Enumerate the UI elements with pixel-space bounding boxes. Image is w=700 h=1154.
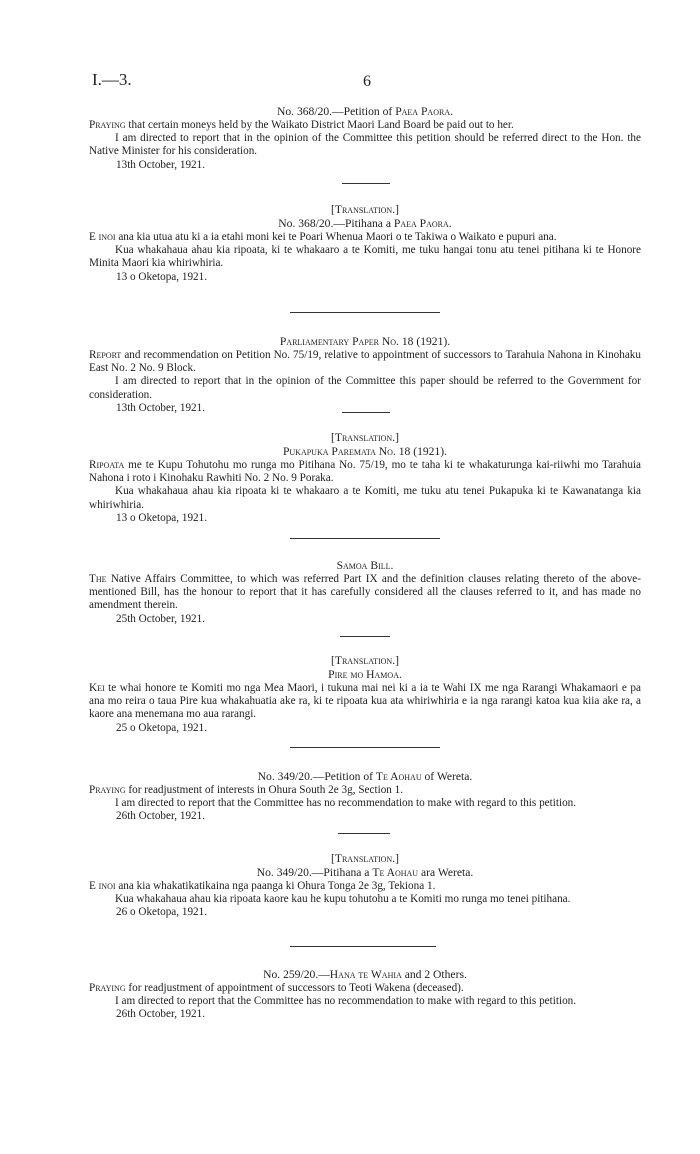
section-heading: No. 368/20.—Pitihana a Paea Paora. bbox=[278, 217, 452, 230]
date-line: 26th October, 1921. bbox=[116, 1008, 206, 1021]
report-paragraph: I am directed to report that the Committee has no recommendation to make with regard to this petition. bbox=[115, 797, 577, 810]
date-line: 25th October, 1921. bbox=[116, 612, 206, 625]
prayer-paragraph: Praying for readjustment of interests in Ohura South 2e 3g, Section 1. bbox=[89, 784, 404, 796]
report-paragraph: Kua whakahaua ahau kia ripoata ki te whakaaro a te Komiti, me tuku atu tenei Pukapuka ki te Kawanatanga kia whiriwhiria. bbox=[89, 485, 641, 511]
separator-rule bbox=[290, 747, 440, 748]
prayer-paragraph: Report and recommendation on Petition No. 75/19, relative to appointment of successors to Tarahuia Nahona in Kinohaku East No. 2 No. 9 Block. bbox=[89, 349, 641, 375]
prayer-paragraph: Ripoata me te Kupu Tohutohu mo runga mo Pitihana No. 75/19, mo te taha ki te whakaturunga kai-riiwhi mo Tarahuia Nahona i roto i Kinohaku Rawhiti No. 2 No. 9 Poraka. bbox=[89, 459, 641, 485]
section-heading: No. 368/20.—Petition of Paea Paora. bbox=[276, 105, 453, 118]
date-line: 13 o Oketopa, 1921. bbox=[116, 270, 208, 283]
date-line: 13th October, 1921. bbox=[116, 158, 206, 171]
separator-rule bbox=[290, 312, 440, 313]
date-line: 26th October, 1921. bbox=[116, 810, 206, 823]
translation-tag: [Translation.] bbox=[331, 654, 399, 667]
petition-368-english bbox=[89, 105, 641, 172]
report-paragraph: I am directed to report that in the opinion of the Committee this paper should be referred to the Government for consideration. bbox=[89, 375, 641, 401]
report-paragraph: Kua whakahaua ahau kia ripoata, ki te whakaaro a te Komiti, me tuku hangai tonu atu tenei pitihana ki te Honore Minita Maori kia whiriwhiria. bbox=[89, 244, 641, 270]
separator-rule bbox=[290, 538, 440, 539]
section-heading: No. 349/20.—Petition of Te Aohau of Wereta. bbox=[257, 770, 473, 783]
separator-rule bbox=[290, 946, 436, 947]
report-paragraph: Kei te whai honore te Komiti mo nga Mea Maori, i tukuna mai nei ki a ia te Wahi IX me nga Rarangi Whakamaori e pa ana mo reira o taua Pire kua whakahuatia ake ra, ki te ripoata kua ata whiriwhiria e ia nga rarangi katoa kua kiia ake ra, a kaore ana menemana mo aua rarangi. bbox=[89, 682, 641, 721]
parliamentary-paper-18-english bbox=[89, 335, 641, 415]
prayer-paragraph: Praying for readjustment of appointment of successors to Teoti Wakena (deceased). bbox=[89, 982, 464, 994]
prayer-paragraph: E inoi ana kia utua atu ki a ia etahi moni kei te Poari Whenua Maori o te Takiwa o Waikato e pupuri ana. bbox=[89, 231, 557, 243]
section-heading: Pire mo Hamoa. bbox=[328, 668, 402, 681]
section-heading: Parliamentary Paper No. 18 (1921). bbox=[279, 335, 451, 348]
petition-368-maori bbox=[89, 203, 641, 284]
page-number: 6 bbox=[363, 73, 371, 90]
separator-rule bbox=[338, 833, 390, 834]
samoa-bill-maori bbox=[89, 654, 641, 735]
prayer-paragraph: E inoi ana kia whakatikatikaina nga paanga ki Ohura Tonga 2e 3g, Tekiona 1. bbox=[89, 880, 436, 892]
petition-349-english bbox=[89, 770, 641, 824]
report-paragraph: Kua whakahaua ahau kia ripoata kaore kau he kupu tohutohu a te Komiti mo runga mo tenei pitihana. bbox=[115, 893, 571, 906]
date-line: 13th October, 1921. bbox=[116, 401, 206, 414]
translation-tag: [Translation.] bbox=[331, 203, 399, 216]
separator-rule bbox=[342, 183, 390, 184]
section-heading: No. 349/20.—Pitihana a Te Aohau ara Wereta. bbox=[256, 866, 474, 879]
translation-tag: [Translation.] bbox=[331, 852, 399, 865]
translation-tag: [Translation.] bbox=[331, 431, 399, 444]
samoa-bill-english bbox=[89, 559, 641, 626]
date-line: 26 o Oketopa, 1921. bbox=[116, 906, 208, 919]
date-line: 13 o Oketopa, 1921. bbox=[116, 511, 208, 524]
report-paragraph: I am directed to report that the Committee has no recommendation to make with regard to this petition. bbox=[115, 995, 577, 1008]
section-heading: No. 259/20.—Hana te Wahia and 2 Others. bbox=[263, 968, 467, 981]
page-id: I.—3. bbox=[92, 70, 132, 89]
report-paragraph: I am directed to report that in the opinion of the Committee this petition should be referred direct to the Hon. the Native Minister for his consideration. bbox=[89, 132, 641, 158]
separator-rule bbox=[340, 636, 390, 637]
parliamentary-paper-18-maori bbox=[89, 431, 641, 525]
petition-259-english bbox=[89, 968, 641, 1022]
prayer-paragraph: Praying that certain moneys held by the Waikato District Maori Land Board be paid out to her. bbox=[89, 119, 514, 131]
separator-rule bbox=[342, 412, 390, 413]
section-heading: Pukapuka Paremata No. 18 (1921). bbox=[282, 445, 448, 458]
date-line: 25 o Oketopa, 1921. bbox=[116, 721, 208, 734]
petition-349-maori bbox=[89, 852, 641, 920]
section-heading: Samoa Bill. bbox=[336, 559, 394, 572]
report-paragraph: The Native Affairs Committee, to which was referred Part IX and the definition clauses relating thereto of the above-mentioned Bill, has the honour to report that it has carefully considered all the clauses referred to it, and has made no amendment therein. bbox=[89, 573, 641, 612]
